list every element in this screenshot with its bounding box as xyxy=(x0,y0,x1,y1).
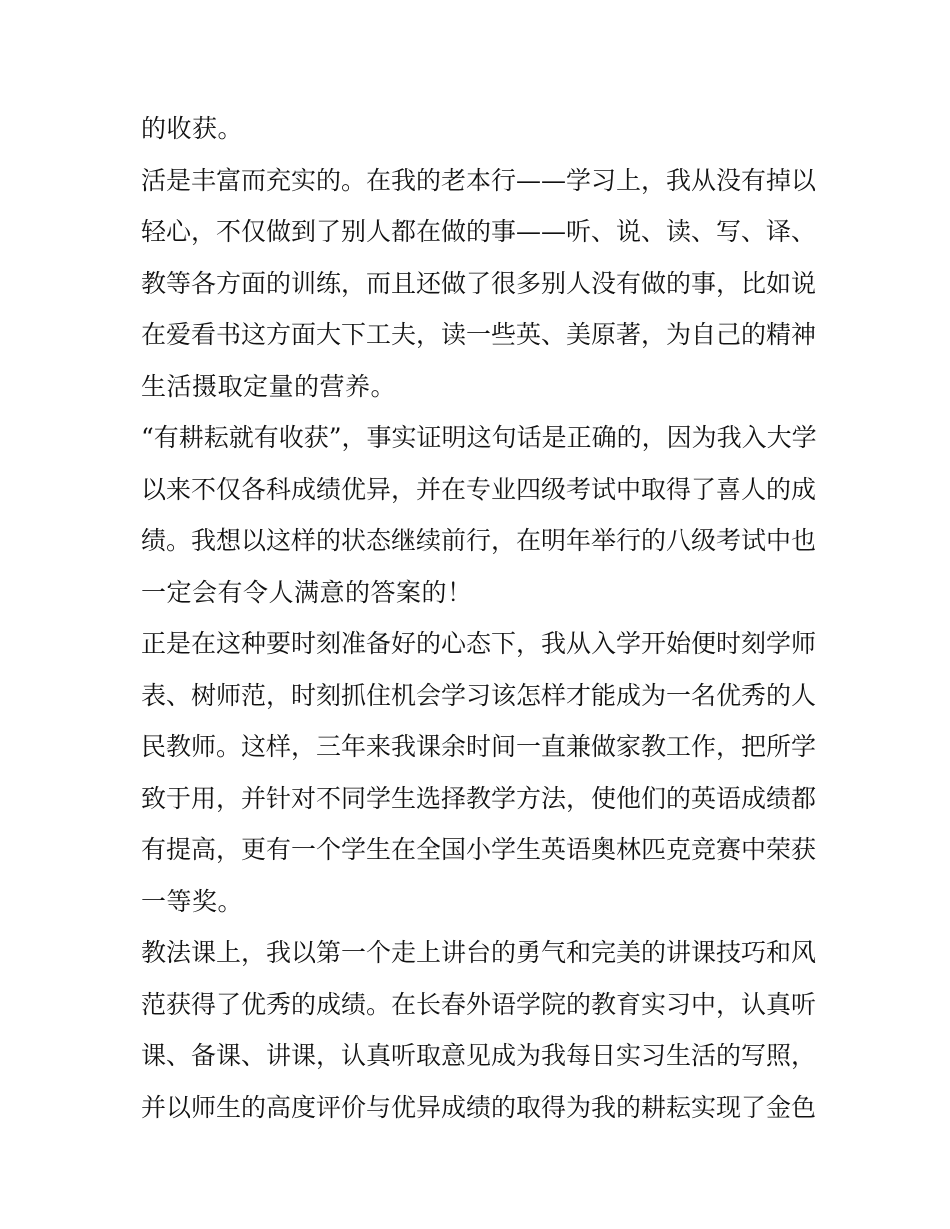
text-line: 在爱看书这方面大下工夫，读一些英、美原著，为自己的精神 xyxy=(141,320,817,349)
text-line: 正是在这种要时刻准备好的心态下，我从入学开始便时刻学师 xyxy=(141,629,817,658)
text-line: 轻心，不仅做到了别人都在做的事——听、说、读、写、译、 xyxy=(141,217,817,246)
text-line: 一等奖。 xyxy=(141,886,244,916)
text-line: 以来不仅各科成绩优异，并在专业四级考试中取得了喜人的成 xyxy=(141,474,817,504)
text-line: 教法课上，我以第一个走上讲台的勇气和完美的讲课技巧和风 xyxy=(141,938,817,967)
text-line: 绩。我想以这样的状态继续前行，在明年举行的八级考试中也 xyxy=(141,526,817,555)
text-line: 范获得了优秀的成绩。在长春外语学院的教育实习中，认真听 xyxy=(141,989,817,1019)
text-line: 有提高，更有一个学生在全国小学生英语奥林匹克竞赛中荣获 xyxy=(141,835,817,864)
text-line: 致于用，并针对不同学生选择教学方法，使他们的英语成绩都 xyxy=(141,783,817,813)
text-line: 的收获。 xyxy=(141,114,244,143)
text-line: 课、备课、讲课，认真听取意见成为我每日实习生活的写照， xyxy=(141,1041,817,1070)
text-line: 教等各方面的训练，而且还做了很多别人没有做的事，比如说 xyxy=(141,268,817,298)
text-line: 生活摄取定量的营养。 xyxy=(141,371,397,401)
text-line: 并以师生的高度评价与优异成绩的取得为我的耕耘实现了金色 xyxy=(141,1092,817,1122)
text-line: 表、树师范，时刻抓住机会学习该怎样才能成为一名优秀的人 xyxy=(141,680,817,710)
document-body xyxy=(141,103,821,1133)
text-line: 民教师。这样，三年来我课余时间一直兼做家教工作，把所学 xyxy=(141,732,817,761)
text-line: 一定会有令人满意的答案的！ xyxy=(141,577,473,607)
text-line: 活是丰富而充实的。在我的老本行——学习上，我从没有掉以 xyxy=(141,165,817,195)
text-line: “有耕耘就有收获”，事实证明这句话是正确的，因为我入大学 xyxy=(141,423,817,452)
